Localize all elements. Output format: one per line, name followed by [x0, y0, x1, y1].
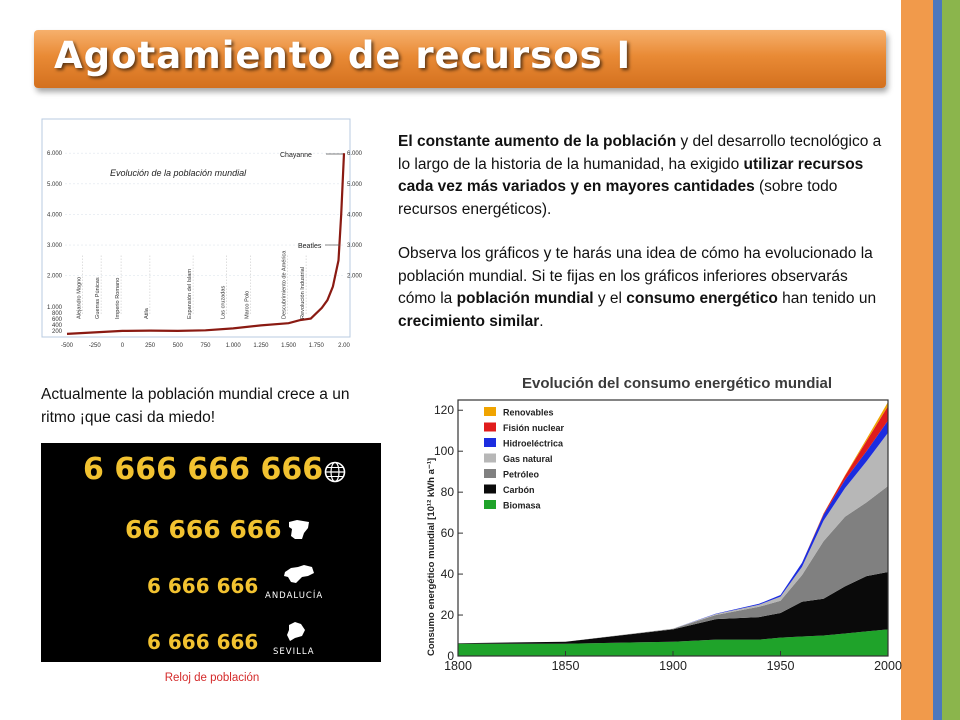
andalucia-map-icon [282, 564, 316, 586]
observe-text-4: . [539, 312, 544, 330]
energy-x-tick: 1950 [766, 659, 795, 673]
pop-x-tick: -500 [60, 343, 74, 349]
pop-x-tick: 1.000 [225, 343, 241, 349]
pop-y-tick-right: 5.000 [347, 181, 363, 188]
pop-y-tick-left: 5.000 [46, 181, 62, 188]
observe-text-2: y el [593, 290, 627, 307]
observe-bold-3: crecimiento similar [398, 312, 540, 330]
event-label: Imperio Romano [115, 277, 122, 319]
clock-world-count: 6 666 666 666 [83, 452, 324, 487]
side-stripe-green [942, 0, 960, 720]
event-label: Marco Polo [244, 290, 251, 319]
intro-bold-1: El constante aumento de la población [398, 133, 677, 150]
legend-swatch [484, 423, 496, 432]
pop-x-tick: 2.00 [338, 343, 350, 349]
energy-x-tick: 2000 [874, 659, 902, 673]
legend-label: Fisión nuclear [503, 423, 565, 433]
energy-x-tick: 1900 [659, 659, 687, 673]
event-label: Alejandro Magno [76, 276, 83, 319]
andalucia-label: ANDALUCÍA [265, 591, 324, 601]
energy-y-tick: 100 [433, 444, 454, 459]
pop-x-tick: 1.250 [253, 343, 269, 349]
sevilla-map-icon [284, 621, 308, 643]
annotation-chayanne: Chayanne [280, 152, 312, 159]
energy-y-tick: 0 [447, 649, 454, 663]
pop-x-tick: 750 [200, 343, 211, 349]
annotation-beatles: Beatles [298, 243, 322, 250]
energy-y-tick: 120 [433, 403, 454, 418]
legend-swatch [484, 438, 496, 447]
observe-text-3: han tenido un [777, 290, 877, 307]
intro-text-1: y del desarrollo tecnológico a lo largo de la historia de la humanidad, ha exigido [398, 133, 882, 173]
energy-y-label: Consumo energético mundial [10¹² kWh a⁻¹] [426, 457, 437, 656]
pop-y-tick-right: 4.000 [347, 212, 363, 219]
intro-paragraph [398, 131, 882, 221]
pop-x-tick: 0 [120, 343, 125, 349]
energy-y-tick: 20 [440, 608, 454, 623]
observe-bold-2: consumo energético [626, 290, 778, 307]
pop-x-tick: 500 [172, 343, 183, 349]
energy-y-tick: 40 [440, 567, 454, 582]
population-chart-title: Evolución de la población mundial [110, 168, 247, 178]
pop-y-tick-left: 600 [51, 317, 62, 323]
pop-y-tick-right: 3.000 [347, 243, 363, 250]
pop-y-tick-left: 1.000 [46, 305, 62, 311]
population-clock [41, 443, 381, 662]
legend-swatch [484, 500, 496, 509]
legend-label: Gas natural [503, 454, 553, 464]
observe-text-1: Observa los gráficos y te harás una idea de cómo ha evolucionado la población mundial. Si te fijas en los gráficos inferiores observarás cómo la [398, 245, 873, 307]
clock-sevilla-count: 6 666 666 [147, 630, 259, 654]
globe-icon [324, 461, 346, 483]
event-label: Las cruzadas [220, 285, 227, 319]
energy-chart [400, 364, 902, 682]
legend-swatch [484, 407, 496, 416]
slide-title: Agotamiento de recursos I [54, 34, 632, 77]
pop-y-tick-left: 400 [51, 323, 62, 329]
pop-y-tick-left: 200 [51, 329, 62, 335]
observe-paragraph [398, 243, 882, 333]
event-label: Guerras Púnicas [95, 277, 102, 319]
energy-y-tick: 80 [440, 485, 454, 500]
pop-y-tick-left: 6.000 [46, 151, 62, 158]
event-label: Revolución Industrial [300, 267, 307, 319]
legend-label: Renovables [503, 407, 554, 418]
side-stripe-blue [933, 0, 942, 720]
energy-x-tick: 1800 [444, 659, 472, 673]
pop-x-tick: -250 [88, 343, 101, 349]
legend-swatch [484, 454, 496, 463]
energy-x-tick: 1850 [551, 659, 580, 673]
growth-note: Actualmente la población mundial crece a un ritmo ¡que casi da miedo! [41, 386, 350, 426]
pop-y-tick-left: 3.000 [46, 243, 62, 250]
intro-bold-2: utilizar recursos cada vez más variados y en mayores cantidades [398, 155, 864, 195]
energy-y-tick: 60 [440, 526, 454, 541]
legend-label: Hidroeléctrica [503, 438, 564, 449]
pop-y-tick-left: 800 [51, 311, 62, 317]
observe-bold-1: población mundial [456, 290, 594, 307]
pop-x-tick: 1.750 [308, 343, 324, 349]
clock-caption: Reloj de población [164, 672, 260, 684]
pop-y-tick-left: 2.000 [46, 273, 62, 280]
pop-y-tick-right: 6.000 [347, 151, 363, 158]
pop-x-tick: 250 [145, 343, 156, 349]
legend-label: Carbón [503, 485, 535, 495]
pop-x-tick: 1.500 [281, 343, 297, 349]
event-label: Descubrimiento de América [281, 250, 288, 319]
event-label: Expansión del Islam [187, 268, 194, 319]
intro-text-2: (sobre todo recursos energéticos). [398, 178, 838, 218]
pop-y-tick-left: 4.000 [46, 212, 62, 219]
sevilla-label: SEVILLA [273, 647, 315, 657]
legend-label: Petróleo [503, 469, 540, 480]
legend-swatch [484, 485, 496, 494]
clock-spain-count: 66 666 666 [125, 515, 282, 544]
population-chart [40, 114, 363, 354]
event-label: Atila [143, 308, 150, 319]
legend-label: Biomasa [503, 500, 541, 511]
side-stripe-orange [901, 0, 933, 720]
clock-andalucia-count: 6 666 666 [147, 574, 259, 598]
pop-y-tick-right: 2.000 [347, 273, 363, 280]
spain-map-icon [287, 519, 311, 541]
legend-swatch [484, 469, 496, 478]
energy-chart-title: Evolución del consumo energético mundial [522, 375, 833, 392]
